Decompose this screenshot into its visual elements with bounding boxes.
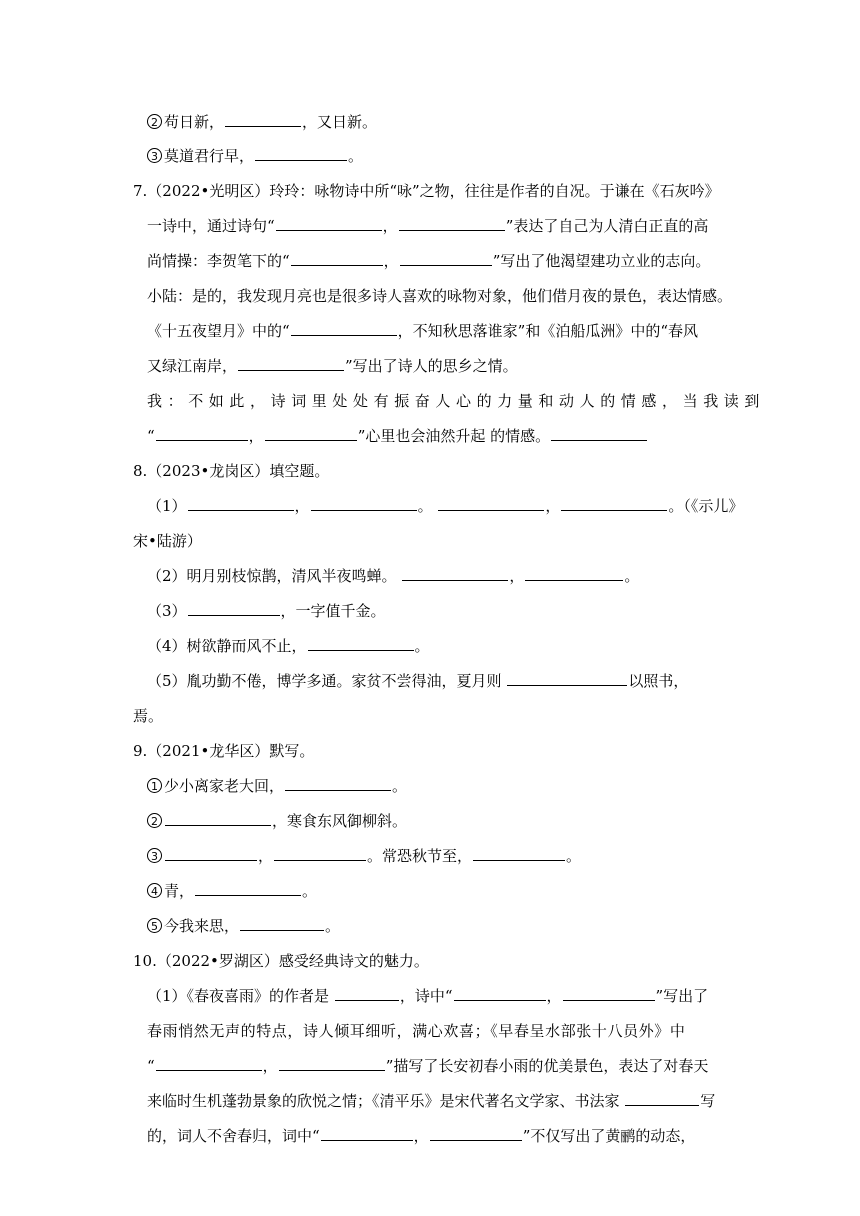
q7-line: 又绿江南岸， ”写出了诗人的思乡之情。 [147, 357, 518, 375]
answer-blank[interactable] [402, 566, 508, 581]
answer-blank[interactable] [195, 881, 301, 896]
q10-line: 来临时生机蓬勃景象的欣悦之情；《清平乐》是宋代著名文学家、书法家 写 [147, 1092, 716, 1110]
answer-blank[interactable] [525, 566, 623, 581]
answer-blank[interactable] [156, 1056, 262, 1071]
circled-number: 4 [147, 883, 162, 898]
q9-item-3: 3 ， 。常恐秋节至， 。 [147, 846, 581, 866]
q8-sub-5-tail: 焉。 [133, 707, 164, 725]
answer-blank[interactable] [291, 251, 383, 266]
circled-number: 2 [147, 114, 162, 129]
answer-blank[interactable] [399, 216, 505, 231]
q9-item-5: 5 今我来思， 。 [147, 916, 340, 936]
answer-blank[interactable] [165, 846, 257, 861]
q10-line: （1）《春夜喜雨》的作者是 ，诗中“ ， ”写出了 [147, 987, 709, 1005]
answer-blank[interactable] [473, 846, 565, 861]
answer-blank[interactable] [156, 426, 248, 441]
q9-item-2: 2 ，寒食东风御柳斜。 [147, 811, 407, 831]
q7-line: 我：不如此，诗词里处处有振奋人心的力量和动人的情感，当我读到 [147, 392, 766, 410]
answer-blank[interactable] [625, 1091, 699, 1106]
answer-blank[interactable] [507, 671, 627, 686]
q7-line: 《十五夜望月》中的“ ，不知秋思落谁家”和《泊船瓜洲》中的“春风 [147, 322, 699, 340]
answer-blank[interactable] [335, 986, 399, 1001]
q8-sub-4: （4）树欲静而风不止， 。 [147, 637, 430, 655]
q7-line: 小陆：是的，我发现月亮也是很多诗人喜欢的咏物对象，他们借月夜的景色，表达情感。 [147, 287, 733, 305]
answer-blank[interactable] [551, 426, 647, 441]
q10-line: 的，词人不舍春归，词中“ ， ”不仅写出了黄鹂的动态， [147, 1127, 696, 1145]
q7-line: “ ， ”心里也会油然升起 的情感。 [147, 426, 648, 446]
q8-heading: 8.（2023•龙岗区）填空题。 [133, 462, 330, 480]
circled-number: 3 [147, 848, 162, 863]
q10-heading: 10.（2022•罗湖区）感受经典诗文的魅力。 [133, 952, 429, 970]
answer-blank[interactable] [279, 1056, 385, 1071]
q8-sub-2: （2）明月别枝惊鹊，清风半夜鸣蝉。 ， 。 [147, 567, 640, 585]
q10-line: “ ， ”描写了长安初春小雨的优美景色，表达了对春天 [147, 1057, 709, 1075]
answer-blank[interactable] [400, 251, 492, 266]
q8-sub-1: （1） ， 。 ， 。（《示儿》 [147, 497, 744, 515]
answer-blank[interactable] [321, 1126, 413, 1141]
answer-blank[interactable] [276, 216, 382, 231]
circled-number: 1 [147, 778, 162, 793]
answer-blank[interactable] [454, 986, 546, 1001]
answer-blank[interactable] [291, 321, 397, 336]
answer-blank[interactable] [438, 496, 544, 511]
q6-item-2: 2 苟日新， ，又日新。 [147, 112, 377, 132]
circled-number: 5 [147, 918, 162, 933]
q7-line: 尚情操：李贺笔下的“ ， ”写出了他渴望建功立业的志向。 [147, 252, 711, 270]
answer-blank[interactable] [311, 496, 417, 511]
q10-line: 春雨悄然无声的特点，诗人倾耳细听，满心欢喜；《早春呈水部张十八员外》中 [147, 1022, 686, 1040]
answer-blank[interactable] [308, 636, 414, 651]
answer-blank[interactable] [285, 776, 391, 791]
circled-number: 3 [147, 148, 162, 163]
q9-item-4: 4 青， 。 [147, 881, 317, 901]
answer-blank[interactable] [240, 916, 324, 931]
answer-blank[interactable] [430, 1126, 522, 1141]
answer-blank[interactable] [274, 846, 366, 861]
circled-number: 2 [147, 813, 162, 828]
answer-blank[interactable] [238, 356, 344, 371]
q8-sub-5: （5）胤功勤不倦，博学多通。家贫不尝得油，夏月则 以照书， [147, 672, 689, 690]
answer-blank[interactable] [225, 112, 301, 127]
q9-item-1: 1 少小离家老大回， 。 [147, 776, 407, 796]
q7-heading: 7.（2022•光明区）玲玲：咏物诗中所“咏”之物，往往是作者的自况。于谦在《石灰吟》 [133, 182, 720, 200]
q7-line: 一诗中，通过诗句“ ， ”表达了自己为人清白正直的高 [147, 217, 709, 235]
answer-blank[interactable] [563, 986, 655, 1001]
q8-sub-3: （3） ，一字值千金。 [147, 602, 386, 620]
answer-blank[interactable] [188, 496, 294, 511]
q9-heading: 9.（2021•龙华区）默写。 [133, 742, 315, 760]
answer-blank[interactable] [255, 146, 347, 161]
q8-sub-1-source: 宋•陆游） [133, 532, 202, 550]
answer-blank[interactable] [561, 496, 667, 511]
answer-blank[interactable] [165, 811, 271, 826]
answer-blank[interactable] [265, 426, 357, 441]
answer-blank[interactable] [188, 601, 280, 616]
q6-item-3: 3 莫道君行早， 。 [147, 146, 363, 166]
